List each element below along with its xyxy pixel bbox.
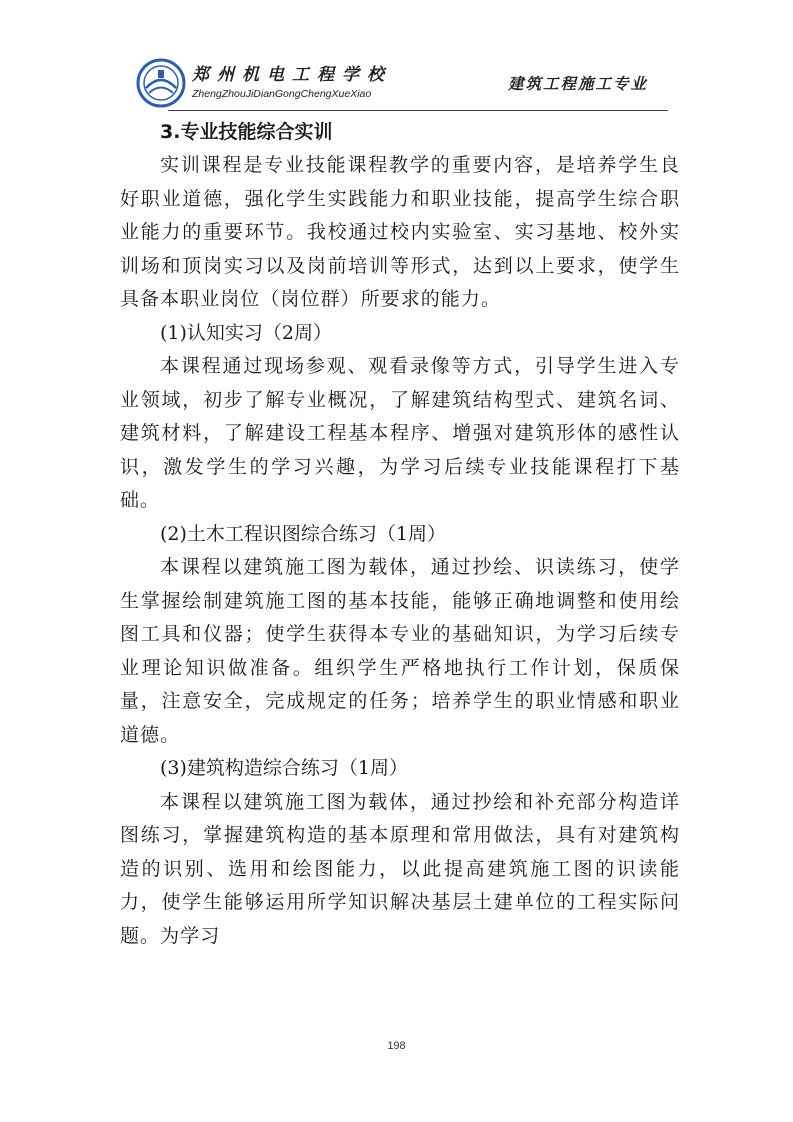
department-name: 建筑工程施工专业 bbox=[508, 75, 649, 93]
section-intro: 实训课程是专业技能课程教学的重要内容，是培养学生良好职业道德，强化学生实践能力和职业技能，提高学生综合职业能力的重要环节。我校通过校内实验室、实习基地、校外实训场和顶岗实习以及岗前培训等形式，达到以上要求，使学生具备本职业岗位（岗位群）所要求的能力。 bbox=[120, 154, 680, 310]
item-heading-3: (3)建筑构造综合练习（1周） bbox=[160, 757, 409, 779]
item-body-2: 本课程以建筑施工图为载体，通过抄绘、识读练习，使学生掌握绘制建筑施工图的基本技能，能够正确地调整和使用绘图工具和仪器；使学生获得本专业的基础知识，为学习后续专业理论知识做准备。组织学生严格地执行工作计划，保质保量，注意安全，完成规定的任务；培养学生的职业情感和职业道德。 bbox=[120, 556, 680, 746]
section-title: 3.专业技能综合实训 bbox=[160, 121, 333, 143]
item-body-3: 本课程以建筑施工图为载体，通过抄绘和补充部分构造详图练习，掌握建筑构造的基本原理和常用做法，具有对建筑构造的识别、选用和绘图能力，以此提高建筑施工图的识读能力，使学生能够运用所学知识解决基层土建单位的工程实际问题。为学习 bbox=[120, 790, 680, 947]
school-name: 郑州机电工程学校 bbox=[192, 65, 392, 85]
school-pinyin: ZhengZhouJiDianGongChengXueXiao bbox=[192, 88, 372, 100]
item-body-1: 本课程通过现场参观、观看录像等方式，引导学生进入专业领域，初步了解专业概况，了解建筑结构型式、建筑名词、建筑材料，了解建设工程基本程序、增强对建筑形体的感性认识，激发学生的学习兴趣，为学习后续专业技能课程打下基础。 bbox=[120, 355, 680, 511]
header-divider bbox=[168, 110, 668, 111]
school-logo bbox=[130, 52, 392, 110]
main-content bbox=[120, 115, 680, 953]
school-emblem-icon bbox=[136, 58, 186, 108]
page-number: 198 bbox=[387, 1040, 406, 1052]
item-heading-1: (1)认知实习（2周） bbox=[160, 321, 333, 344]
item-heading-2: (2)土木工程识图综合练习（1周） bbox=[160, 522, 447, 545]
page-header bbox=[0, 0, 793, 120]
